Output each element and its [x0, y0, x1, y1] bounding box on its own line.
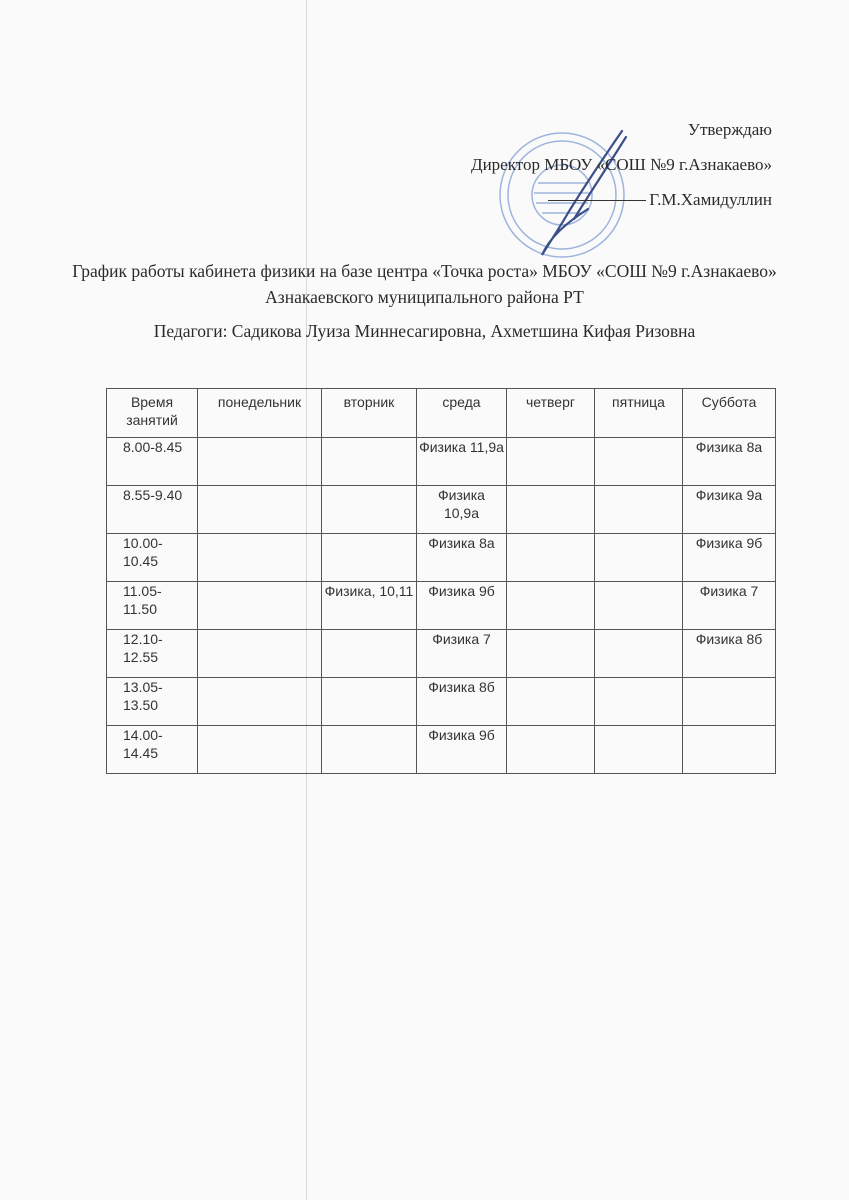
cell: Физика 8а: [417, 534, 507, 582]
time-cell: 14.00-14.45: [107, 726, 198, 774]
cell: [322, 486, 417, 534]
time-cell: 8.55-9.40: [107, 486, 198, 534]
col-header-monday: понедельник: [198, 389, 322, 438]
cell: [198, 582, 322, 630]
table-row: [107, 630, 776, 678]
col-header-saturday: Суббота: [683, 389, 776, 438]
cell: Физика 8б: [417, 678, 507, 726]
director-name: Г.М.Хамидуллин: [649, 190, 772, 209]
cell: [198, 630, 322, 678]
cell: [198, 438, 322, 486]
cell: Физика 7: [417, 630, 507, 678]
cell: Физика 10,9а: [417, 486, 507, 534]
col-header-time: Время занятий: [107, 389, 198, 438]
cell: [683, 678, 776, 726]
cell: [322, 630, 417, 678]
cell: [507, 582, 595, 630]
table-row: [107, 678, 776, 726]
table-row: [107, 582, 776, 630]
cell: Физика, 10,11: [322, 582, 417, 630]
table-row: [107, 438, 776, 486]
cell: Физика 8а: [683, 438, 776, 486]
cell: [595, 486, 683, 534]
cell: [322, 534, 417, 582]
cell: [198, 726, 322, 774]
cell: Физика 9б: [683, 534, 776, 582]
col-header-thursday: четверг: [507, 389, 595, 438]
col-header-wednesday: среда: [417, 389, 507, 438]
time-cell: 8.00-8.45: [107, 438, 198, 486]
cell: [198, 678, 322, 726]
cell: [507, 534, 595, 582]
document-title: График работы кабинета физики на базе центра «Точка роста» МБОУ «СОШ №9 г.Азнакаево» Азнакаевского муниципального района РТ: [72, 261, 777, 307]
cell: [198, 534, 322, 582]
table-row: [107, 726, 776, 774]
header-row: [107, 389, 776, 438]
signature-underline: [548, 199, 646, 201]
cell: [322, 678, 417, 726]
approval-block: [471, 112, 772, 217]
cell: [507, 678, 595, 726]
cell: Физика 9а: [683, 486, 776, 534]
col-header-friday: пятница: [595, 389, 683, 438]
cell: [507, 726, 595, 774]
cell: [595, 438, 683, 486]
col-header-tuesday: вторник: [322, 389, 417, 438]
time-cell: 10.00-10.45: [107, 534, 198, 582]
cell: [322, 438, 417, 486]
director-position: Директор МБОУ «СОШ №9 г.Азнакаево»: [470, 155, 772, 174]
table-row: [107, 534, 776, 582]
cell: [507, 630, 595, 678]
cell: [595, 678, 683, 726]
cell: [595, 534, 683, 582]
cell: [595, 582, 683, 630]
time-cell: 11.05-11.50: [107, 582, 198, 630]
teachers-line: Педагоги: Садикова Луиза Миннесагировна, Ахметшина Кифая Ризовна: [153, 321, 696, 341]
cell: [198, 486, 322, 534]
cell: [595, 726, 683, 774]
cell: [683, 726, 776, 774]
cell: [595, 630, 683, 678]
cell: [507, 438, 595, 486]
cell: Физика 11,9а: [417, 438, 507, 486]
cell: Физика 7: [683, 582, 776, 630]
schedule-table: [106, 388, 776, 774]
cell: Физика 9б: [417, 582, 507, 630]
time-cell: 12.10-12.55: [107, 630, 198, 678]
cell: [322, 726, 417, 774]
cell: Физика 9б: [417, 726, 507, 774]
approval-title: Утверждаю: [687, 120, 772, 139]
director-signature-line: [471, 182, 772, 217]
cell: Физика 8б: [683, 630, 776, 678]
cell: [507, 486, 595, 534]
table-row: [107, 486, 776, 534]
time-cell: 13.05-13.50: [107, 678, 198, 726]
